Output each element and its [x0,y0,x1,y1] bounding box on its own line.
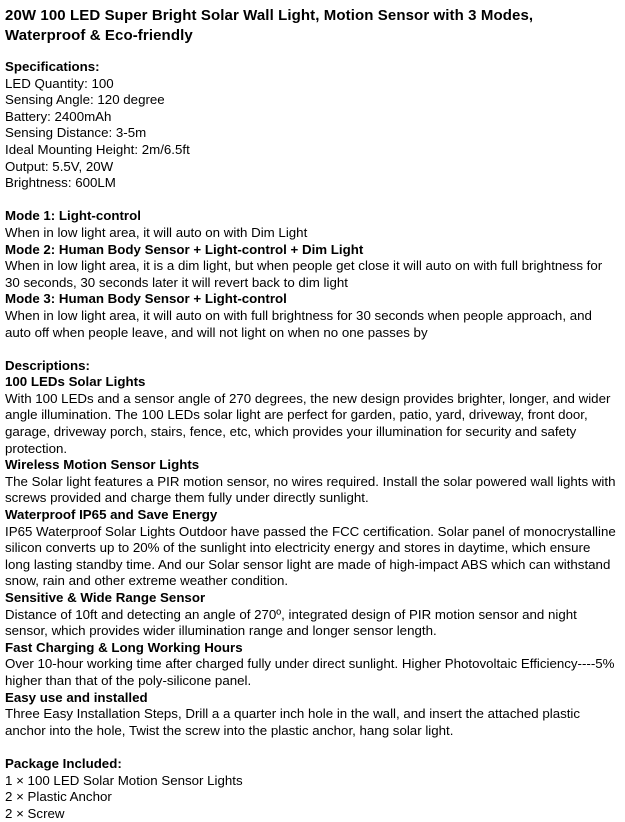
document [5,0,617,822]
mode-description: When in low light area, it is a dim light, but when people get close it will auto on with full brightness for 30 seconds, 30 seconds later it will revert back to dim light [5,258,603,290]
package-heading: Package Included: [5,755,122,771]
feature-heading: Easy use and installed [5,689,148,705]
feature-heading: Sensitive & Wide Range Sensor [5,590,206,605]
feature-heading: Wireless Motion Sensor Lights [5,457,200,473]
mode-heading: Mode 3: Human Body Sensor + Light-control [5,291,287,307]
mode-description: When in low light area, it will auto on with full brightness for 30 seconds when people approach, and auto off when people leave, and will not light on when no one passes by [5,307,592,340]
spec-item: Sensing Distance: 3-5m [5,125,147,141]
feature-text: Distance of 10ft and detecting an angle of 270º, integrated design of PIR motion sensor and night sensor, which provides wider illumination range and longer sensor length. [5,606,577,639]
package-item: 1 × 100 LED Solar Motion Sensor Lights [5,772,243,788]
product-title: 20W 100 LED Super Bright Solar Wall Light, Motion Sensor with 3 Modes, Waterproof & Eco-friendly [5,7,534,44]
spec-item: Sensing Angle: 120 degree [5,92,165,108]
specifications-section [5,59,617,192]
spec-item: Brightness: 600LM [5,175,116,191]
descriptions-heading: Descriptions: [5,357,90,373]
package-section [5,756,617,822]
feature-text: IP65 Waterproof Solar Lights Outdoor have passed the FCC certification. Solar panel of monocrystalline silicon converts up to 20% of the sunlight into electricity energy and stores in daytime, which ensure long lasting standby time. And our Solar sensor light are made of high-impact ABS which can withstand snow, rain and other extreme weather condition. [5,523,616,589]
package-item: 2 × Screw [5,805,65,821]
spec-item: LED Quantity: 100 [5,75,114,91]
modes-section [5,208,617,341]
spec-item: Ideal Mounting Height: 2m/6.5ft [5,141,190,157]
package-item: 2 × Plastic Anchor [5,789,112,805]
spec-item: Battery: 2400mAh [5,108,112,124]
specifications-heading: Specifications: [5,59,100,74]
spec-item: Output: 5.5V, 20W [5,158,114,174]
feature-text: Over 10-hour working time after charged fully under direct sunlight. Higher Photovoltaic Efficiency----5% higher than that of the poly-silicone panel. [5,656,615,688]
mode-heading: Mode 1: Light-control [5,208,141,224]
feature-heading: 100 LEDs Solar Lights [5,374,146,390]
mode-description: When in low light area, it will auto on with Dim Light [5,224,308,240]
feature-heading: Fast Charging & Long Working Hours [5,639,243,655]
mode-heading: Mode 2: Human Body Sensor + Light-control + Dim Light [5,241,364,257]
feature-heading: Waterproof IP65 and Save Energy [5,507,218,523]
feature-text: With 100 LEDs and a sensor angle of 270 degrees, the new design provides brighter, longer, and wider angle illumination. The 100 LEDs solar light are perfect for garden, patio, yard, driveway, front door, garage, driveway porch, stairs, fence, etc, which provides your illumination for security and safety protection. [5,390,611,456]
descriptions-section [5,358,617,740]
feature-text: The Solar light features a PIR motion sensor, no wires required. Install the solar powered wall lights with screws provided and charge them fully under directly sunlight. [5,473,616,506]
feature-text: Three Easy Installation Steps, Drill a a quarter inch hole in the wall, and insert the attached plastic anchor into the hole, Twist the screw into the plastic anchor, hang solar light. [5,706,581,738]
